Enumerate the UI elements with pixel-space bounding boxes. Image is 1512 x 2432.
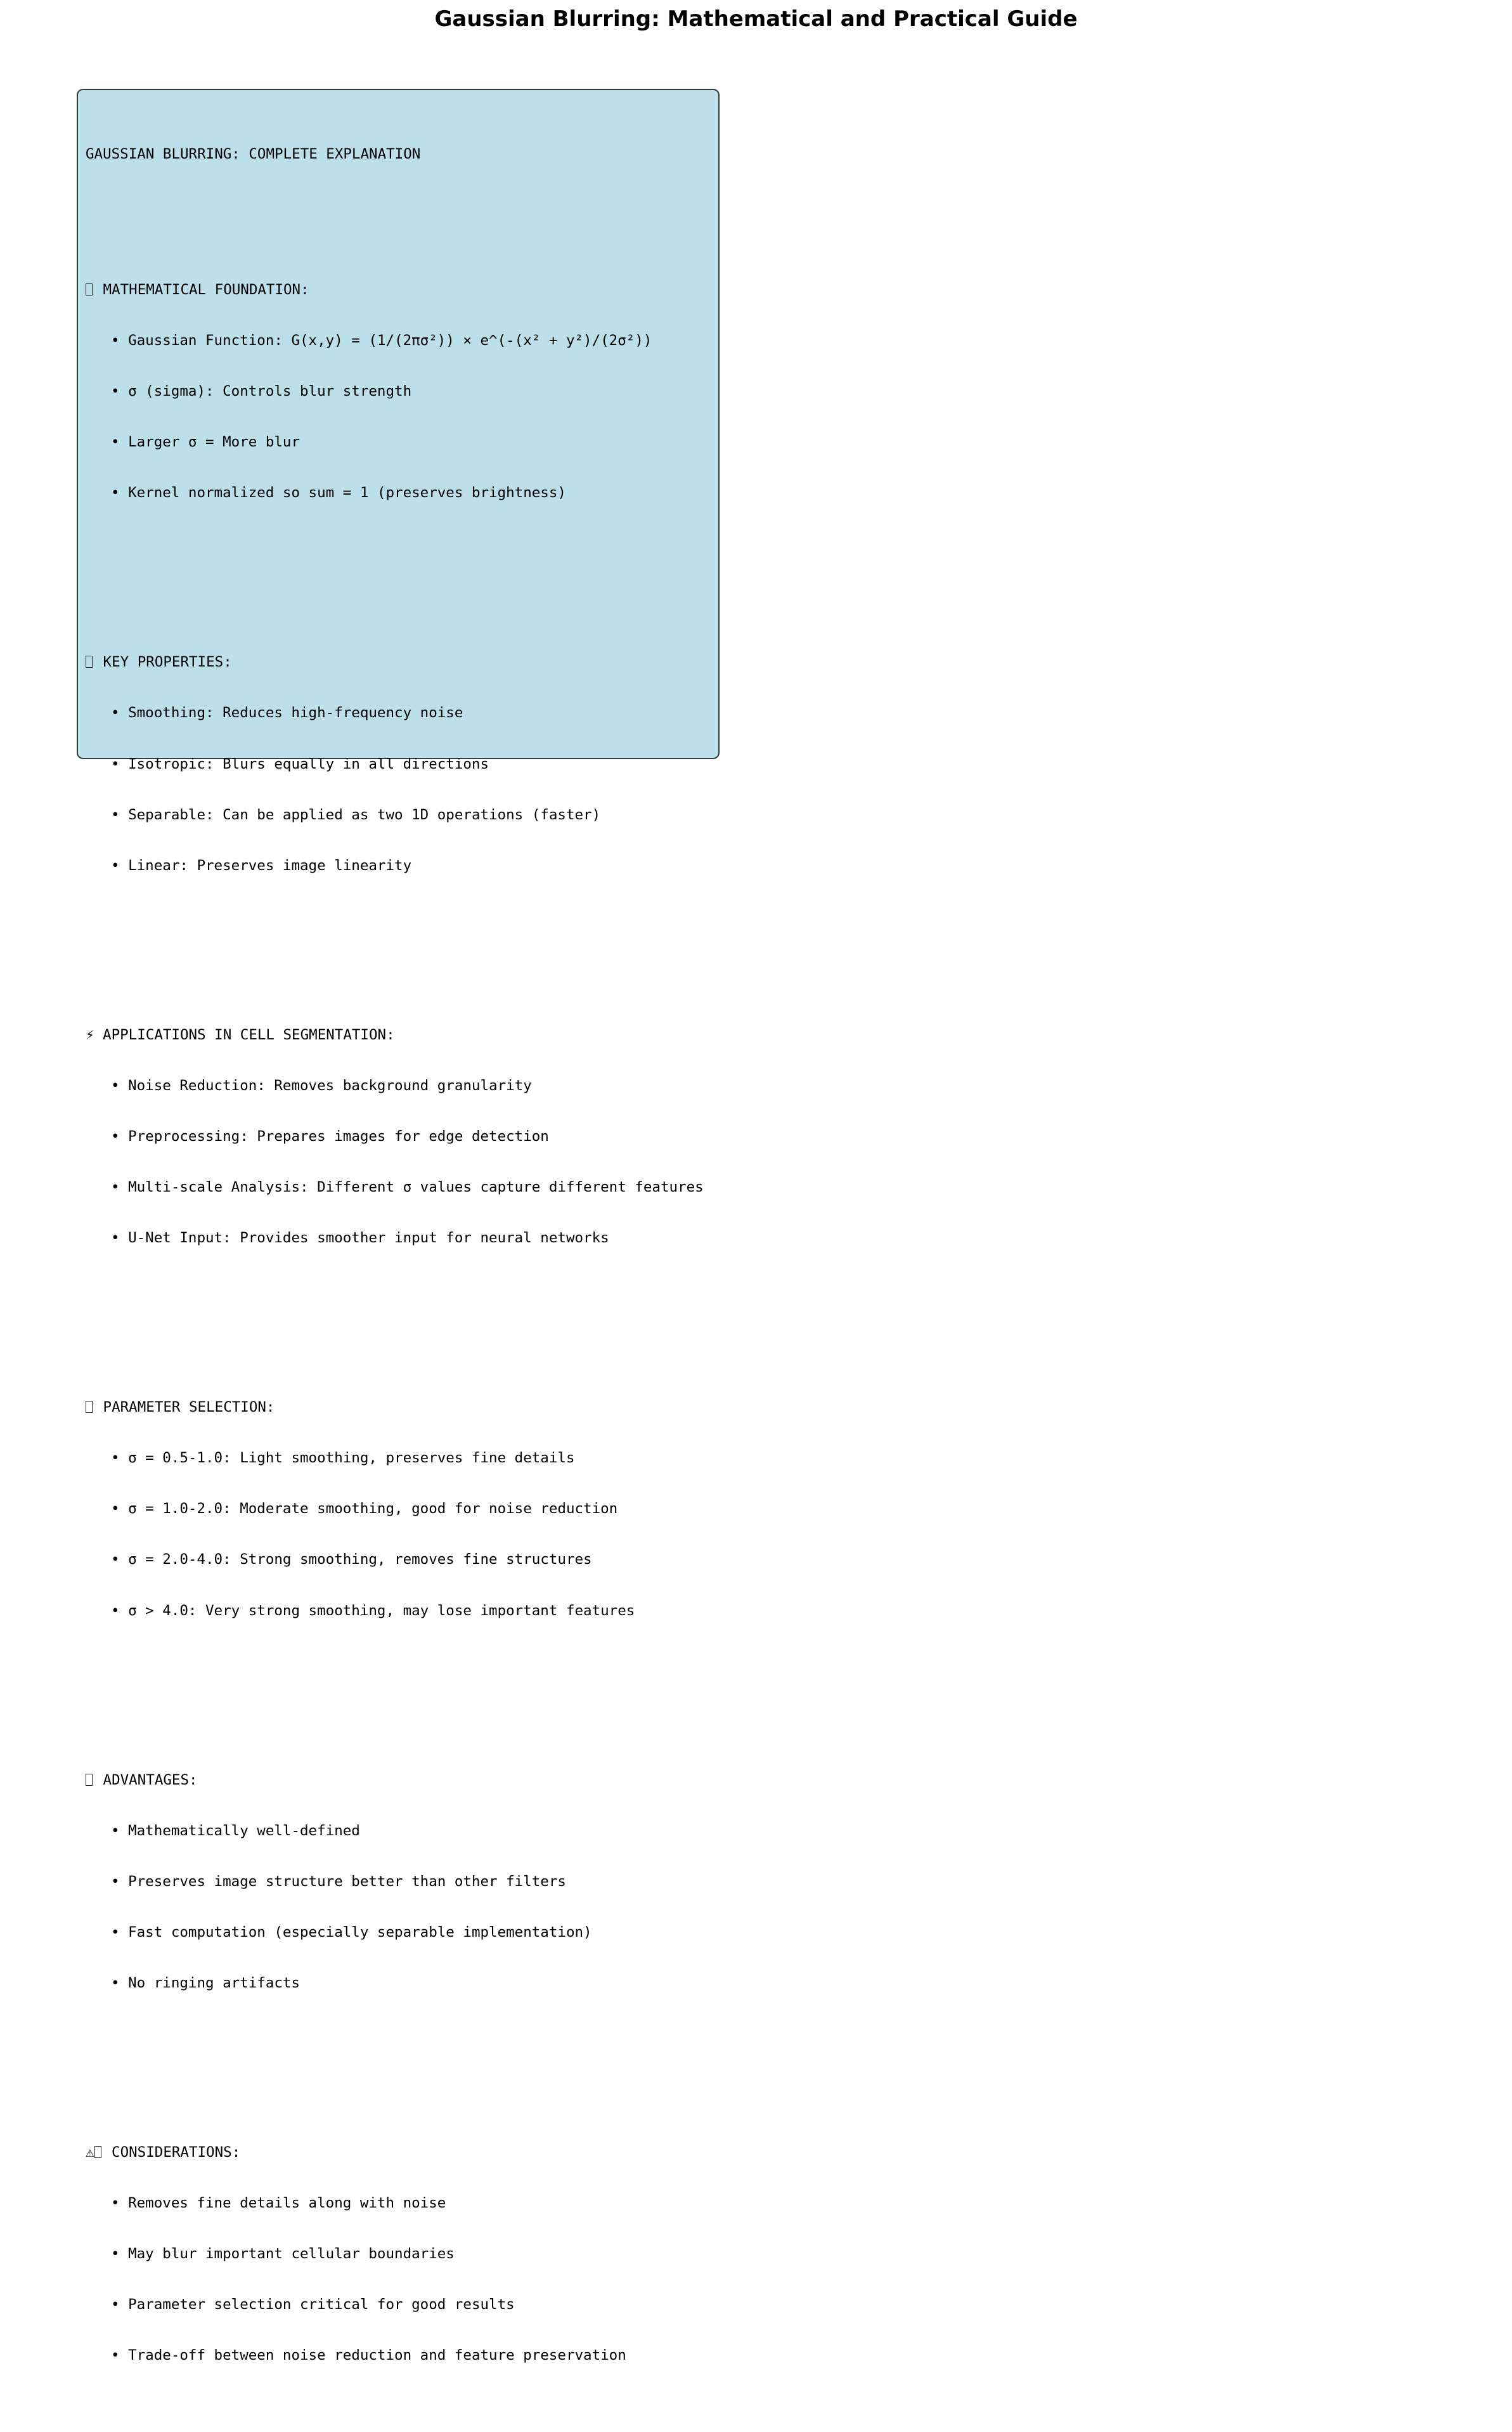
list-item: • Isotropic: Blurs equally in all directions bbox=[111, 755, 489, 772]
list-item: • Larger σ = More blur bbox=[111, 434, 300, 451]
list-item: • No ringing artifacts bbox=[111, 1974, 300, 1991]
section-header bbox=[86, 2144, 704, 2161]
section-parameter-selection bbox=[86, 1365, 704, 1653]
section-considerations bbox=[86, 2110, 704, 2398]
missing-glyph-icon bbox=[94, 2146, 101, 2158]
list-item: • Preprocessing: Prepares images for edge detection bbox=[111, 1128, 549, 1145]
list-item: • Separable: Can be applied as two 1D operations (faster) bbox=[111, 806, 601, 823]
missing-glyph-icon bbox=[86, 283, 93, 296]
list-item: • σ > 4.0: Very strong smoothing, may lose important features bbox=[111, 1602, 635, 1619]
list-item: • Kernel normalized so sum = 1 (preserves brightness) bbox=[111, 484, 566, 502]
section-header-text: KEY PROPERTIES: bbox=[103, 654, 232, 671]
list-item: • Multi-scale Analysis: Different σ values capture different features bbox=[111, 1179, 704, 1196]
section-header-text: ADVANTAGES: bbox=[103, 1771, 198, 1788]
page-title: Gaussian Blurring: Mathematical and Practical Guide bbox=[434, 6, 1078, 32]
list-item: • May blur important cellular boundaries bbox=[111, 2246, 455, 2263]
lightning-icon: ⚡ bbox=[86, 1026, 94, 1043]
section-header-text: PARAMETER SELECTION: bbox=[103, 1399, 275, 1416]
list-item: • Mathematically well-defined bbox=[111, 1822, 360, 1839]
list-item: • σ (sigma): Controls blur strength bbox=[111, 383, 412, 400]
list-item: • Trade-off between noise reduction and feature preservation bbox=[111, 2347, 626, 2364]
list-item: • σ = 0.5-1.0: Light smoothing, preserves fine details bbox=[111, 1450, 575, 1467]
list-item: • U-Net Input: Provides smoother input for neural networks bbox=[111, 1230, 609, 1247]
missing-glyph-icon bbox=[86, 656, 93, 668]
section-header bbox=[86, 1399, 704, 1416]
section-header bbox=[86, 282, 704, 299]
section-header bbox=[86, 1772, 704, 1789]
section-applications bbox=[86, 992, 704, 1280]
warning-icon: ⚠ bbox=[86, 2143, 94, 2161]
list-item: • Parameter selection critical for good results bbox=[111, 2296, 515, 2313]
missing-glyph-icon bbox=[86, 1401, 93, 1413]
list-item: • Gaussian Function: G(x,y) = (1/(2πσ²)) × e^(-(x² + y²)/(2σ²)) bbox=[111, 332, 652, 349]
section-header-text: CONSIDERATIONS: bbox=[112, 2143, 241, 2161]
section-header-text: MATHEMATICAL FOUNDATION: bbox=[103, 282, 309, 298]
section-header bbox=[86, 1027, 704, 1044]
explanation-content bbox=[86, 112, 704, 2432]
list-item: • Smoothing: Reduces high-frequency noise bbox=[111, 705, 463, 722]
list-item: • Fast computation (especially separable implementation) bbox=[111, 1923, 592, 1941]
section-header bbox=[86, 654, 704, 671]
missing-glyph-icon bbox=[86, 1774, 93, 1786]
explanation-box bbox=[77, 89, 720, 2364]
section-advantages bbox=[86, 1738, 704, 2026]
section-key-properties bbox=[86, 620, 704, 908]
list-item: • σ = 2.0-4.0: Strong smoothing, removes fine structures bbox=[111, 1551, 592, 1568]
section-mathematical-foundation bbox=[86, 248, 704, 536]
list-item: • Preserves image structure better than other filters bbox=[111, 1873, 566, 1890]
list-item: • Removes fine details along with noise bbox=[111, 2194, 446, 2211]
list-item: • Noise Reduction: Removes background granularity bbox=[111, 1077, 532, 1094]
list-item: • σ = 1.0-2.0: Moderate smoothing, good for noise reduction bbox=[111, 1500, 618, 1518]
list-item: • Linear: Preserves image linearity bbox=[111, 857, 412, 874]
box-heading: GAUSSIAN BLURRING: COMPLETE EXPLANATION bbox=[86, 146, 421, 163]
section-header-text: APPLICATIONS IN CELL SEGMENTATION: bbox=[103, 1026, 395, 1043]
